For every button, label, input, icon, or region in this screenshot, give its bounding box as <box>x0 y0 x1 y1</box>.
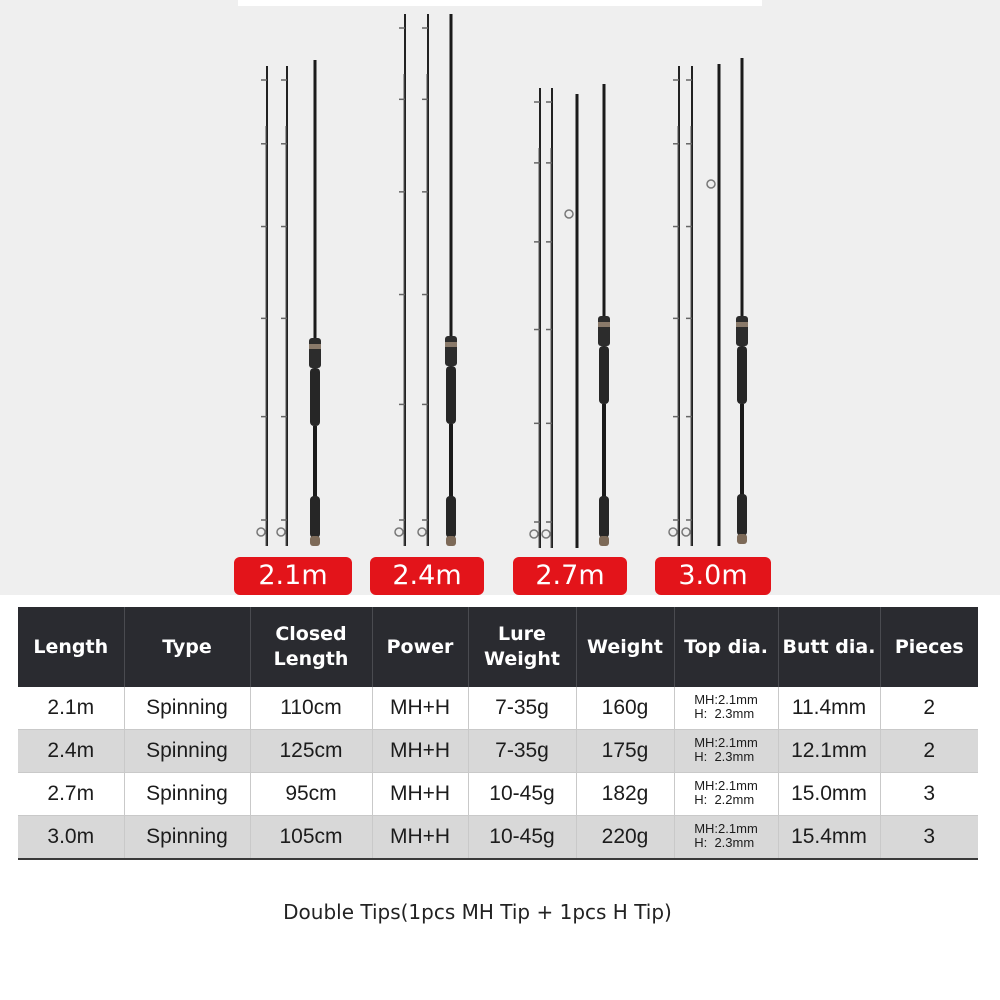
cell-weight: 175g <box>576 730 674 773</box>
rod-guide-ring <box>257 528 265 536</box>
rod-guide-ring <box>530 530 538 538</box>
table-header-row <box>18 607 978 687</box>
cell-type: Spinning <box>124 687 250 730</box>
cell-closed-length: 125cm <box>250 730 372 773</box>
cell-top-dia <box>674 816 778 860</box>
cell-butt-dia: 11.4mm <box>778 687 880 730</box>
table-row <box>18 773 978 816</box>
cell-closed-length: 110cm <box>250 687 372 730</box>
cell-power: MH+H <box>372 687 468 730</box>
fore-grip <box>310 368 320 426</box>
cell-type: Spinning <box>124 816 250 860</box>
rod-guide-ring <box>565 210 573 218</box>
butt-cap <box>446 536 456 546</box>
cell-lure-weight: 7-35g <box>468 730 576 773</box>
cell-weight: 220g <box>576 816 674 860</box>
cell-length: 2.4m <box>18 730 124 773</box>
rear-grip <box>310 496 320 538</box>
rod-guide-ring <box>395 528 403 536</box>
header-closed-length: Closed Length <box>250 607 372 687</box>
cell-lure-weight: 10-45g <box>468 773 576 816</box>
cell-pieces: 2 <box>880 730 978 773</box>
cell-closed-length: 105cm <box>250 816 372 860</box>
header-top-dia: Top dia. <box>674 607 778 687</box>
rod-guide-ring <box>418 528 426 536</box>
top-dia-h: H: 2.3mm <box>694 748 755 764</box>
cell-butt-dia: 15.0mm <box>778 773 880 816</box>
rod-guide-ring <box>707 180 715 188</box>
cell-top-dia <box>674 773 778 816</box>
cell-butt-dia: 15.4mm <box>778 816 880 860</box>
top-dia-h: H: 2.3mm <box>694 834 755 850</box>
header-length: Length <box>18 607 124 687</box>
cell-pieces: 3 <box>880 816 978 860</box>
spec-table <box>18 607 978 860</box>
cell-length: 2.1m <box>18 687 124 730</box>
cell-power: MH+H <box>372 816 468 860</box>
top-dia-mh: MH:2.1mm <box>694 734 758 750</box>
rod-length-badge-1: 2.1m <box>234 557 352 595</box>
cell-weight: 182g <box>576 773 674 816</box>
cell-butt-dia: 12.1mm <box>778 730 880 773</box>
cell-lure-weight: 7-35g <box>468 687 576 730</box>
cell-length: 3.0m <box>18 816 124 860</box>
fore-grip <box>599 346 609 404</box>
table-row <box>18 730 978 773</box>
cell-length: 2.7m <box>18 773 124 816</box>
reel-seat-ring <box>598 322 610 327</box>
header-pieces: Pieces <box>880 607 978 687</box>
rod-guide-ring <box>277 528 285 536</box>
rod-length-badge-4: 3.0m <box>655 557 771 595</box>
rear-grip <box>446 496 456 538</box>
cell-pieces: 3 <box>880 773 978 816</box>
butt-cap <box>599 536 609 546</box>
header-lure-weight: Lure Weight <box>468 607 576 687</box>
reel-seat <box>309 338 321 368</box>
rod-guide-ring <box>542 530 550 538</box>
rear-grip <box>737 494 747 536</box>
top-dia-h: H: 2.3mm <box>694 705 755 721</box>
butt-cap <box>310 536 320 546</box>
rod-guide-ring <box>682 528 690 536</box>
reel-seat <box>598 316 610 346</box>
cell-power: MH+H <box>372 773 468 816</box>
reel-seat <box>736 316 748 346</box>
top-dia-mh: MH:2.1mm <box>694 820 758 836</box>
reel-seat-ring <box>445 342 457 347</box>
reel-seat-ring <box>309 344 321 349</box>
header-butt-dia: Butt dia. <box>778 607 880 687</box>
rod-guide-ring <box>669 528 677 536</box>
reel-seat <box>445 336 457 366</box>
cell-type: Spinning <box>124 730 250 773</box>
cell-top-dia <box>674 730 778 773</box>
top-dia-mh: MH:2.1mm <box>694 777 758 793</box>
cell-closed-length: 95cm <box>250 773 372 816</box>
top-dia-mh: MH:2.1mm <box>694 691 758 707</box>
fore-grip <box>446 366 456 424</box>
header-weight: Weight <box>576 607 674 687</box>
header-type: Type <box>124 607 250 687</box>
cell-type: Spinning <box>124 773 250 816</box>
cell-pieces: 2 <box>880 687 978 730</box>
butt-cap <box>737 534 747 544</box>
table-row <box>18 687 978 730</box>
cell-top-dia <box>674 687 778 730</box>
footnote: Double Tips(1pcs MH Tip + 1pcs H Tip) <box>283 900 672 924</box>
top-dia-h: H: 2.2mm <box>694 791 755 807</box>
cell-power: MH+H <box>372 730 468 773</box>
rear-grip <box>599 496 609 538</box>
header-power: Power <box>372 607 468 687</box>
rod-length-badge-3: 2.7m <box>513 557 627 595</box>
fore-grip <box>737 346 747 404</box>
cell-lure-weight: 10-45g <box>468 816 576 860</box>
reel-seat-ring <box>736 322 748 327</box>
cell-weight: 160g <box>576 687 674 730</box>
table-row <box>18 816 978 860</box>
rod-length-badge-2: 2.4m <box>370 557 484 595</box>
